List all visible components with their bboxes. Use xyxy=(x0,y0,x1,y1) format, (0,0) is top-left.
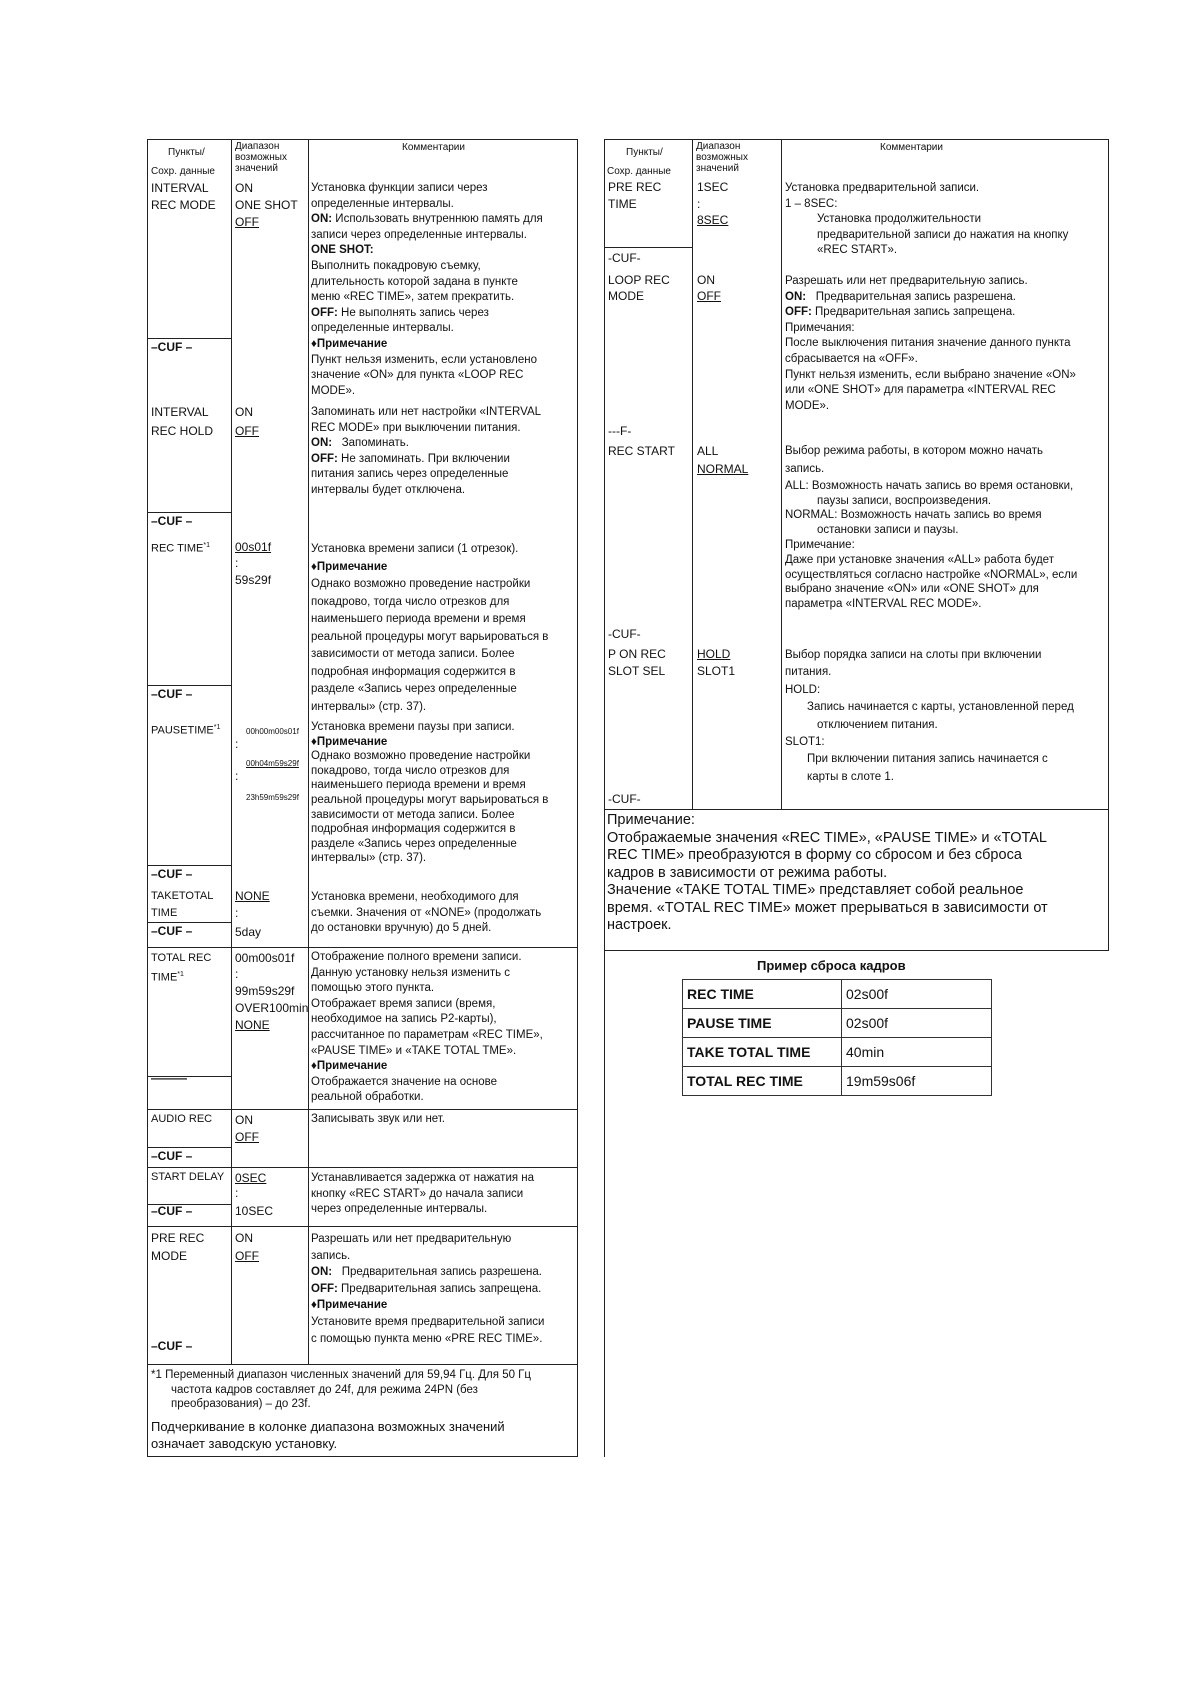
item-name: PRE REC xyxy=(608,180,662,194)
item-name: TOTAL REC xyxy=(151,952,212,964)
item-name: TIME$^{*1}$ xyxy=(151,971,184,984)
item-name: REC TIME$^{*1}$ xyxy=(151,542,210,555)
comment-block: Установка времени записи (1 отрезок). ♦Примечание Однако возможно проведение настройки покадрово, тогда число отрезков для наименьшего периода времени и время реальной процедуры могут варьироваться в зависимости от метода записи. Более подробная информация содержится в разделе «Запись через определенные интервалы» (стр. 37). xyxy=(311,543,549,713)
default-value: OFF xyxy=(235,424,259,438)
item-name: REC HOLD xyxy=(151,424,214,438)
cuf-label: –CUF – xyxy=(151,687,193,701)
value: : xyxy=(697,197,701,211)
header-range-2: возможных xyxy=(235,152,287,163)
default-value: OFF xyxy=(235,1249,259,1263)
item-name: P ON REC xyxy=(608,647,666,661)
header-items-saved: Сохр. данные xyxy=(607,166,671,177)
value: ALL xyxy=(697,444,719,458)
cuf-label: –CUF – xyxy=(151,514,193,528)
header-range-2: возможных xyxy=(696,152,748,163)
value: : xyxy=(235,737,239,751)
header-range-3: значений xyxy=(235,163,278,174)
value: ON xyxy=(235,1231,253,1245)
table-cell: 02s00f xyxy=(842,980,992,1009)
cuf-label: -CUF- xyxy=(608,792,641,806)
cuf-label: –CUF – xyxy=(151,867,193,881)
default-value: NONE xyxy=(235,889,270,903)
comment-block: Установка времени паузы при записи. ♦Примечание Однако возможно проведение настройки покадрово, тогда число отрезков для наименьшего периода времени и время реальной процедуры могут варьироваться в зависимости от метода записи. Более подробная информация содержится в разделе «Запись через определенные интервалы» (стр. 37). xyxy=(311,721,549,865)
default-value: 8SEC xyxy=(697,213,729,227)
cuf-label: -CUF- xyxy=(608,627,641,641)
value: : xyxy=(235,906,239,920)
header-range-3: значений xyxy=(696,163,739,174)
dash-label: ——— xyxy=(151,1071,187,1085)
table-cell: TOTAL REC TIME xyxy=(683,1067,842,1096)
cuf-label: –CUF – xyxy=(151,1149,193,1163)
item-name: PAUSETIME$^{*1}$ xyxy=(151,724,221,737)
table-cell: 19m59s06f xyxy=(842,1067,992,1096)
footnote: *1 Переменный диапазон численных значений для 59,94 Гц. Для 50 Гц частота кадров составляет до 24f, для режима 24PN (без преобразования) – до 23f. xyxy=(151,1369,531,1410)
table-row xyxy=(683,980,992,1009)
default-value: OFF xyxy=(235,215,259,229)
item-name: LOOP REC xyxy=(608,273,670,287)
value: ONE SHOT xyxy=(235,198,298,212)
header-items: Пункты/ xyxy=(626,147,663,158)
cuf-label: –CUF – xyxy=(151,924,193,938)
value: 1SEC xyxy=(697,180,729,194)
header-comments: Комментарии xyxy=(880,142,943,153)
value: : xyxy=(235,769,239,783)
table-row xyxy=(683,1067,992,1096)
value: 99m59s29f xyxy=(235,984,295,998)
table-cell: TAKE TOTAL TIME xyxy=(683,1038,842,1067)
table-cell: PAUSE TIME xyxy=(683,1009,842,1038)
cuf-label: –CUF – xyxy=(151,1339,193,1353)
value: 00m00s01f xyxy=(235,951,295,965)
default-value: 00s01f xyxy=(235,540,272,554)
item-name: START DELAY xyxy=(151,1171,225,1183)
underline-note: Подчеркивание в колонке диапазона возможных значений означает заводскую установку. xyxy=(151,1419,505,1451)
item-name: MODE xyxy=(151,1249,187,1263)
item-name: TAKETOTAL xyxy=(151,890,214,902)
comment-block: Выбор порядка записи на слоты при включении питания. HOLD: Запись начинается с карты, установленной перед отключением питания. SLOT1: При включении питания запись начинается с карты в слоте 1. xyxy=(785,649,1074,783)
table-row xyxy=(683,1009,992,1038)
value: : xyxy=(235,967,239,981)
item-name: TIME xyxy=(151,907,178,919)
comment-block: Устанавливается задержка от нажатия на кнопку «REC START» до начала записи через определенные интервалы. xyxy=(311,1172,535,1216)
header-range-1: Диапазон xyxy=(696,141,741,152)
comment-block: Установка предварительной записи. 1 – 8SEC: Установка продолжительности предварительной записи до нажатия на кнопку «REC START». xyxy=(785,182,1069,257)
item-name: INTERVAL xyxy=(151,181,209,195)
item-name: MODE xyxy=(608,289,644,303)
default-value: NORMAL xyxy=(697,462,749,476)
example-title: Пример сброса кадров xyxy=(757,958,906,973)
item-name: REC MODE xyxy=(151,198,216,212)
value: OVER100min xyxy=(235,1001,309,1015)
item-name: PRE REC xyxy=(151,1231,205,1245)
value: 00h00m00s01f xyxy=(246,727,299,736)
header-items: Пункты/ xyxy=(168,147,205,158)
item-name: AUDIO REC xyxy=(151,1113,213,1125)
comment-block: Установка функции записи через определенные интервалы. ON: Использовать внутреннюю память для записи через определенные интервалы. ONE SHOT: Выполнить покадровую съемку, длительность которой задана в пункте меню «REC TIME», затем прекратить. OFF: Не выполнять запись через определенные интервалы. ♦Примечание Пункт нельзя изменить, если установлено значение «ON» для пункта «LOOP REC MODE». xyxy=(311,182,543,397)
comment-block: Выбор режима работы, в котором можно начать запись. ALL: Возможность начать запись во время остановки, паузы записи, воспроизведения. NORMAL: Возможность начать запись во время остановки записи и паузы. Примечание: Даже при установке значения «ALL» работа будет осуществляться согласно настройке «NORMAL», если выбрано значение «ON» или «ONE SHOT» для параметра «INTERVAL REC MODE». xyxy=(785,445,1078,611)
comment-block: Запоминать или нет настройки «INTERVAL REC MODE» при выключении питания. ON: Запоминать. OFF: Не запоминать. При включении питания запись через определенные интервалы будет отключена. xyxy=(311,406,542,496)
note-paragraph: Примечание: Отображаемые значения «REC TIME», «PAUSE TIME» и «TOTAL REC TIME» преобразуются в форму со сбросом и без сброса кадров в зависимости от режима работы. Значение «TAKE TOTAL TIME» представляет собой реальное время. «TOTAL REC TIME» может прерываться в зависимости от настроек. xyxy=(607,812,1048,933)
value: ON xyxy=(235,181,253,195)
cuf-label: ---F- xyxy=(608,424,632,438)
value: SLOT1 xyxy=(697,664,736,678)
item-name: INTERVAL xyxy=(151,405,209,419)
cuf-label: -CUF- xyxy=(608,251,641,265)
value: ON xyxy=(235,405,253,419)
default-value: OFF xyxy=(235,1130,259,1144)
default-value: NONE xyxy=(235,1018,270,1032)
header-range-1: Диапазон xyxy=(235,141,280,152)
default-value: HOLD xyxy=(697,647,731,661)
item-name: TIME xyxy=(608,197,637,211)
default-value: OFF xyxy=(697,289,721,303)
comment-block: Записывать звук или нет. xyxy=(311,1113,445,1125)
table-cell: 40min xyxy=(842,1038,992,1067)
value: 59s29f xyxy=(235,573,272,587)
comment-block: Разрешать или нет предварительную запись. ON: Предварительная запись разрешена. OFF: Предварительная запись запрещена. Примечания: После выключения питания значение данного пункта сбрасывается на «OFF». Пункт нельзя изменить, если выбрано значение «ON» или «ONE SHOT» для параметра «INTERVAL REC MODE». xyxy=(785,275,1076,412)
header-comments: Комментарии xyxy=(402,142,465,153)
value: 10SEC xyxy=(235,1204,274,1218)
value: 5day xyxy=(235,925,262,939)
cuf-label: –CUF – xyxy=(151,1204,193,1218)
example-table xyxy=(682,979,992,1096)
value: ON xyxy=(235,1113,253,1127)
comment-block: Отображение полного времени записи. Данную установку нельзя изменить с помощью этого пункта. Отображает время записи (время, необходимое на запись P2-карты), рассчитанное по параметрам «REC TIME», «PAUSE TIME» и «TAKE TOTAL TME». ♦Примечание Отображается значение на основе реальной обработки. xyxy=(311,951,543,1104)
table-row xyxy=(683,1038,992,1067)
value: ON xyxy=(697,273,715,287)
value: 23h59m59s29f xyxy=(246,793,299,802)
table-cell: REC TIME xyxy=(683,980,842,1009)
header-items-saved: Сохр. данные xyxy=(151,166,215,177)
item-name: REC START xyxy=(608,444,675,458)
comment-block: Разрешать или нет предварительную запись. ON: Предварительная запись разрешена. OFF: Предварительная запись запрещена. ♦Примечание Установите время предварительной записи с помощью пункта меню «PRE REC TIME». xyxy=(311,1233,545,1345)
default-value: 00h04m59s29f xyxy=(246,759,299,768)
table-cell: 02s00f xyxy=(842,1009,992,1038)
default-value: 0SEC xyxy=(235,1171,267,1185)
comment-block: Установка времени, необходимого для съемки. Значения от «NONE» (продолжать до остановки вручную) до 5 дней. xyxy=(311,891,542,935)
value: : xyxy=(235,556,239,570)
cuf-label: –CUF – xyxy=(151,340,193,354)
value: : xyxy=(235,1186,239,1200)
item-name: SLOT SEL xyxy=(608,664,666,678)
